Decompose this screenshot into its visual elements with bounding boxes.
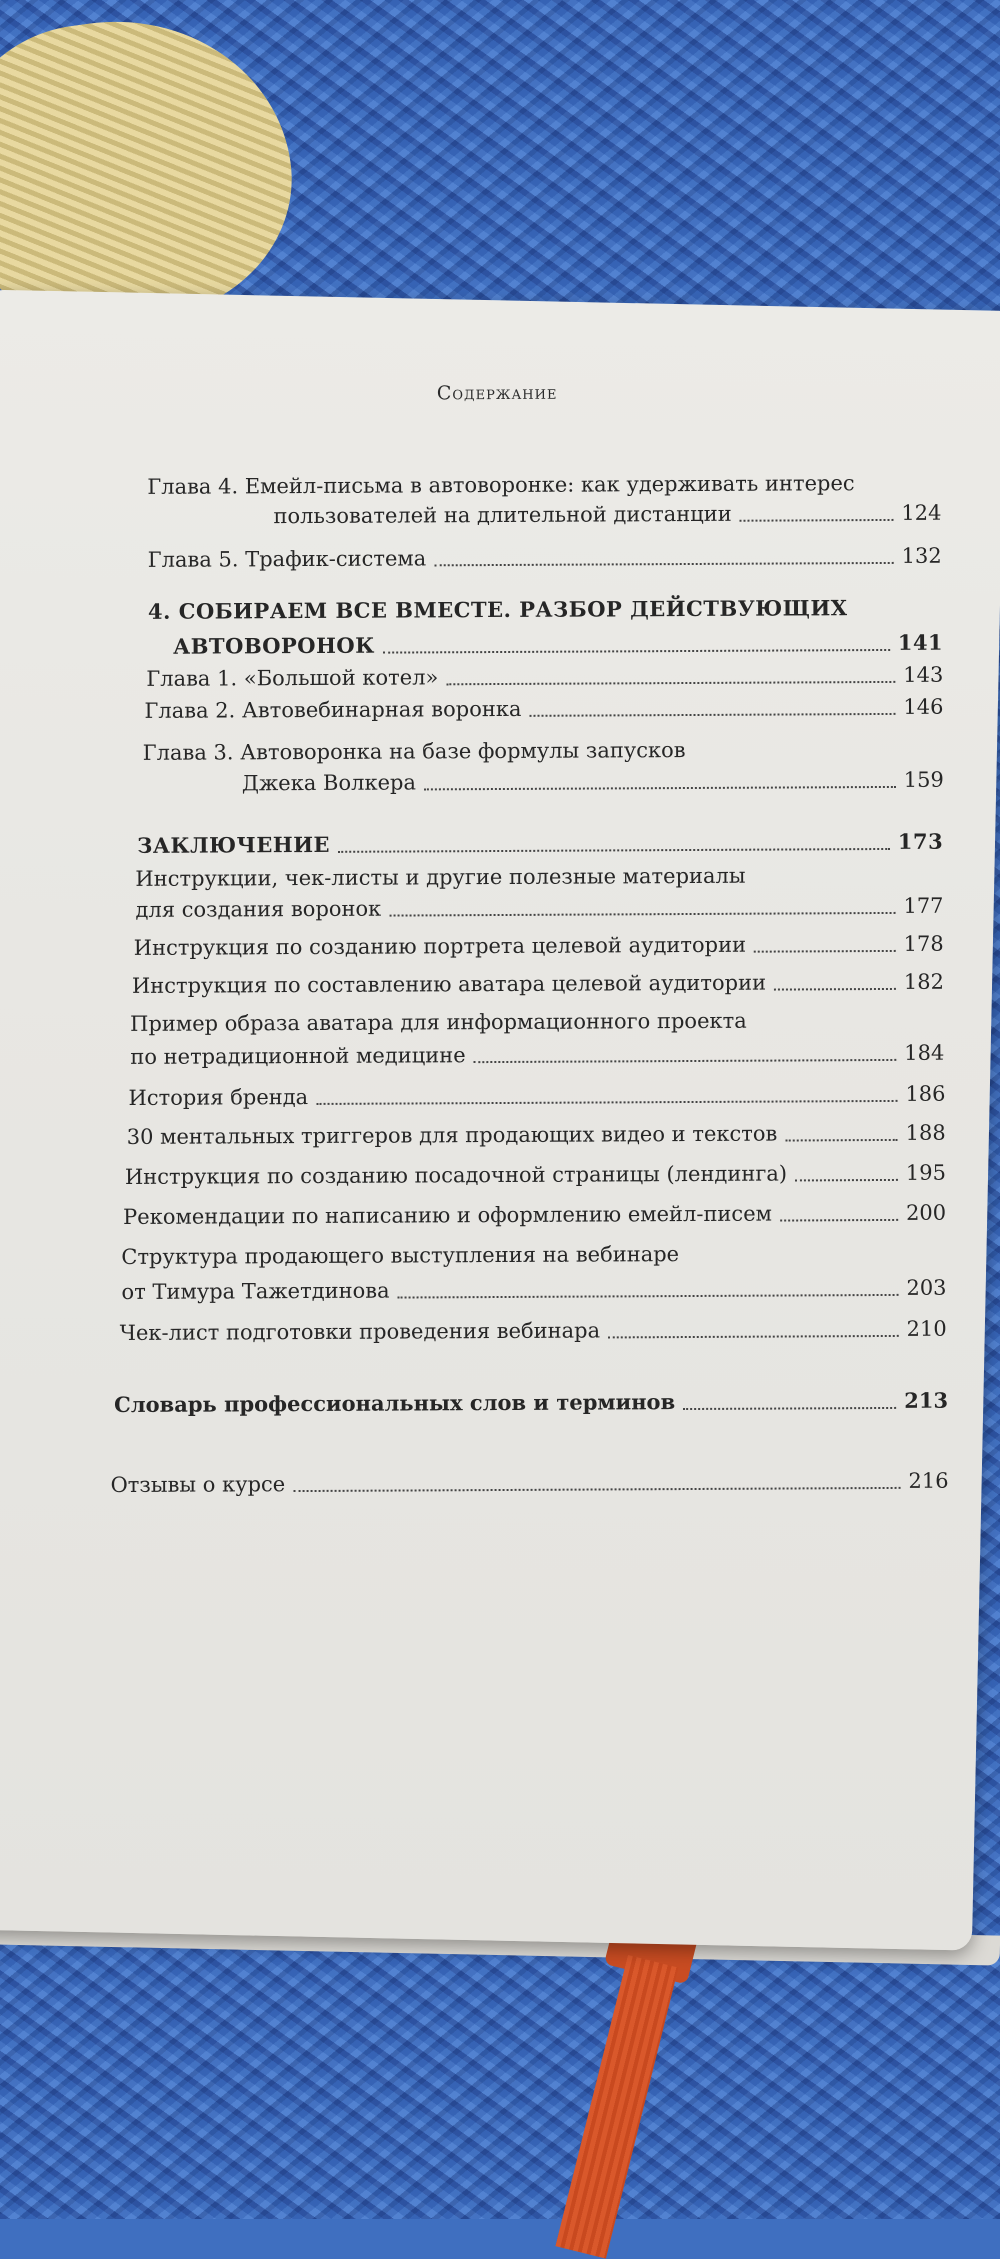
toc-entry-label: Инструкция по созданию портрета целевой аудитории	[133, 932, 747, 960]
toc-entry	[130, 1038, 944, 1072]
toc-page-number: 213	[904, 1387, 949, 1413]
toc-entry-line2: Джека Волкера	[241, 770, 417, 796]
toc-section-label: Словарь профессиональных слов и терминов	[114, 1389, 676, 1418]
dot-leader	[474, 1059, 897, 1063]
toc-entry-label: Глава 2. Автовебинарная воронка	[144, 696, 522, 723]
toc-page-number: 178	[903, 931, 944, 956]
toc-entry-label: Чек-лист подготовки проведения вебинара	[119, 1318, 601, 1345]
toc-entry	[128, 1079, 945, 1113]
dot-leader	[754, 950, 896, 953]
toc-entry-line1: Глава 4. Емейл-письма в автоворонке: как удерживать интерес	[147, 471, 855, 499]
toc-page-number: 124	[901, 500, 942, 525]
toc-entry	[114, 1386, 948, 1420]
toc-entry	[242, 765, 944, 799]
toc-entry-label: История бренда	[128, 1085, 309, 1110]
toc-entry-label: Глава 5. Трафик-система	[147, 546, 427, 572]
toc-section-label: ЗАКЛЮЧЕНИЕ	[137, 831, 331, 858]
toc-page-number: 210	[906, 1316, 947, 1341]
dot-leader	[424, 786, 896, 790]
toc-entry	[137, 827, 943, 861]
toc-entry-line2: для создания воронок	[135, 896, 382, 922]
toc-page-number: 143	[903, 662, 944, 687]
dot-leader	[389, 912, 895, 917]
toc-entry-label: Глава 1. «Большой котел»	[146, 665, 439, 691]
toc-page-number: 186	[905, 1081, 946, 1106]
dot-leader	[398, 1294, 899, 1299]
toc-entry	[120, 1314, 947, 1348]
dot-leader	[293, 1487, 900, 1492]
dot-leader	[795, 1179, 898, 1182]
toc-page-number: 146	[903, 694, 944, 719]
toc-entry	[173, 628, 943, 662]
dot-leader	[338, 848, 890, 853]
dot-leader	[446, 681, 895, 685]
dot-leader	[785, 1139, 897, 1142]
toc-page-number: 195	[905, 1160, 946, 1185]
toc-entry	[134, 929, 944, 963]
toc-page-number: 200	[905, 1200, 947, 1225]
toc-page-number: 173	[897, 828, 944, 854]
toc-page-number: 184	[904, 1040, 945, 1065]
toc-part-line2: АВТОВОРОНОК	[173, 632, 375, 659]
toc-entry-line1: Структура продающего выступления на вебинаре	[121, 1242, 680, 1269]
toc-entry	[127, 1118, 946, 1152]
dot-leader	[608, 1335, 899, 1339]
dot-leader	[383, 649, 890, 654]
toc-entry-line2: от Тимура Тажетдинова	[121, 1278, 390, 1304]
toc-entry-label: Рекомендации по написанию и оформлению емейл-писем	[123, 1201, 772, 1229]
toc-entry	[146, 660, 943, 694]
dot-leader	[316, 1100, 897, 1105]
toc-entry-label: Инструкция по составлению аватара целевой аудитории	[131, 970, 767, 998]
toc-entry	[123, 1198, 946, 1232]
toc-entry-label: Инструкция по созданию посадочной страницы (лендинга)	[124, 1161, 788, 1189]
dot-leader	[529, 713, 895, 717]
toc-entry	[273, 498, 941, 531]
toc-page-number: 203	[906, 1275, 947, 1300]
toc-page-number: 132	[901, 543, 942, 568]
toc-entry-label: Отзывы о курсе	[110, 1472, 286, 1498]
dot-leader	[434, 562, 893, 566]
dot-leader	[774, 988, 896, 991]
toc-page-number: 141	[897, 629, 944, 655]
dot-leader	[780, 1219, 898, 1222]
toc-entry	[135, 891, 943, 925]
toc-entry	[132, 967, 944, 1001]
toc-entry-line2: пользователей на длительной дистанции	[273, 501, 732, 529]
toc-page-number: 182	[903, 969, 944, 994]
toc-entry-label: 30 ментальных триггеров для продающих видео и текстов	[126, 1121, 778, 1149]
toc-page-number: 177	[903, 893, 944, 918]
toc-page-number: 159	[903, 767, 944, 792]
page-header: Содержание	[436, 381, 558, 405]
toc-entry	[125, 1158, 946, 1192]
toc-entry-line2: по нетрадиционной медицине	[130, 1043, 466, 1069]
toc-part-line1: 4. СОБИРАЕМ ВСЕ ВМЕСТЕ. РАЗБОР ДЕЙСТВУЮЩИХ	[147, 595, 848, 624]
toc-entry	[148, 541, 942, 575]
toc-entry	[121, 1273, 946, 1307]
dot-leader	[740, 519, 894, 522]
toc-page-number: 188	[905, 1120, 946, 1145]
toc-entry-line1: Инструкции, чек-листы и другие полезные материалы	[135, 863, 746, 891]
toc-entry-line1: Пример образа аватара для информационного проекта	[130, 1008, 747, 1036]
toc-entry-line1: Глава 3. Автоворонка на базе формулы запусков	[142, 738, 686, 765]
dot-leader	[683, 1407, 896, 1410]
toc-entry	[110, 1466, 948, 1500]
toc-page-number: 216	[908, 1468, 949, 1493]
toc-entry	[144, 692, 943, 726]
